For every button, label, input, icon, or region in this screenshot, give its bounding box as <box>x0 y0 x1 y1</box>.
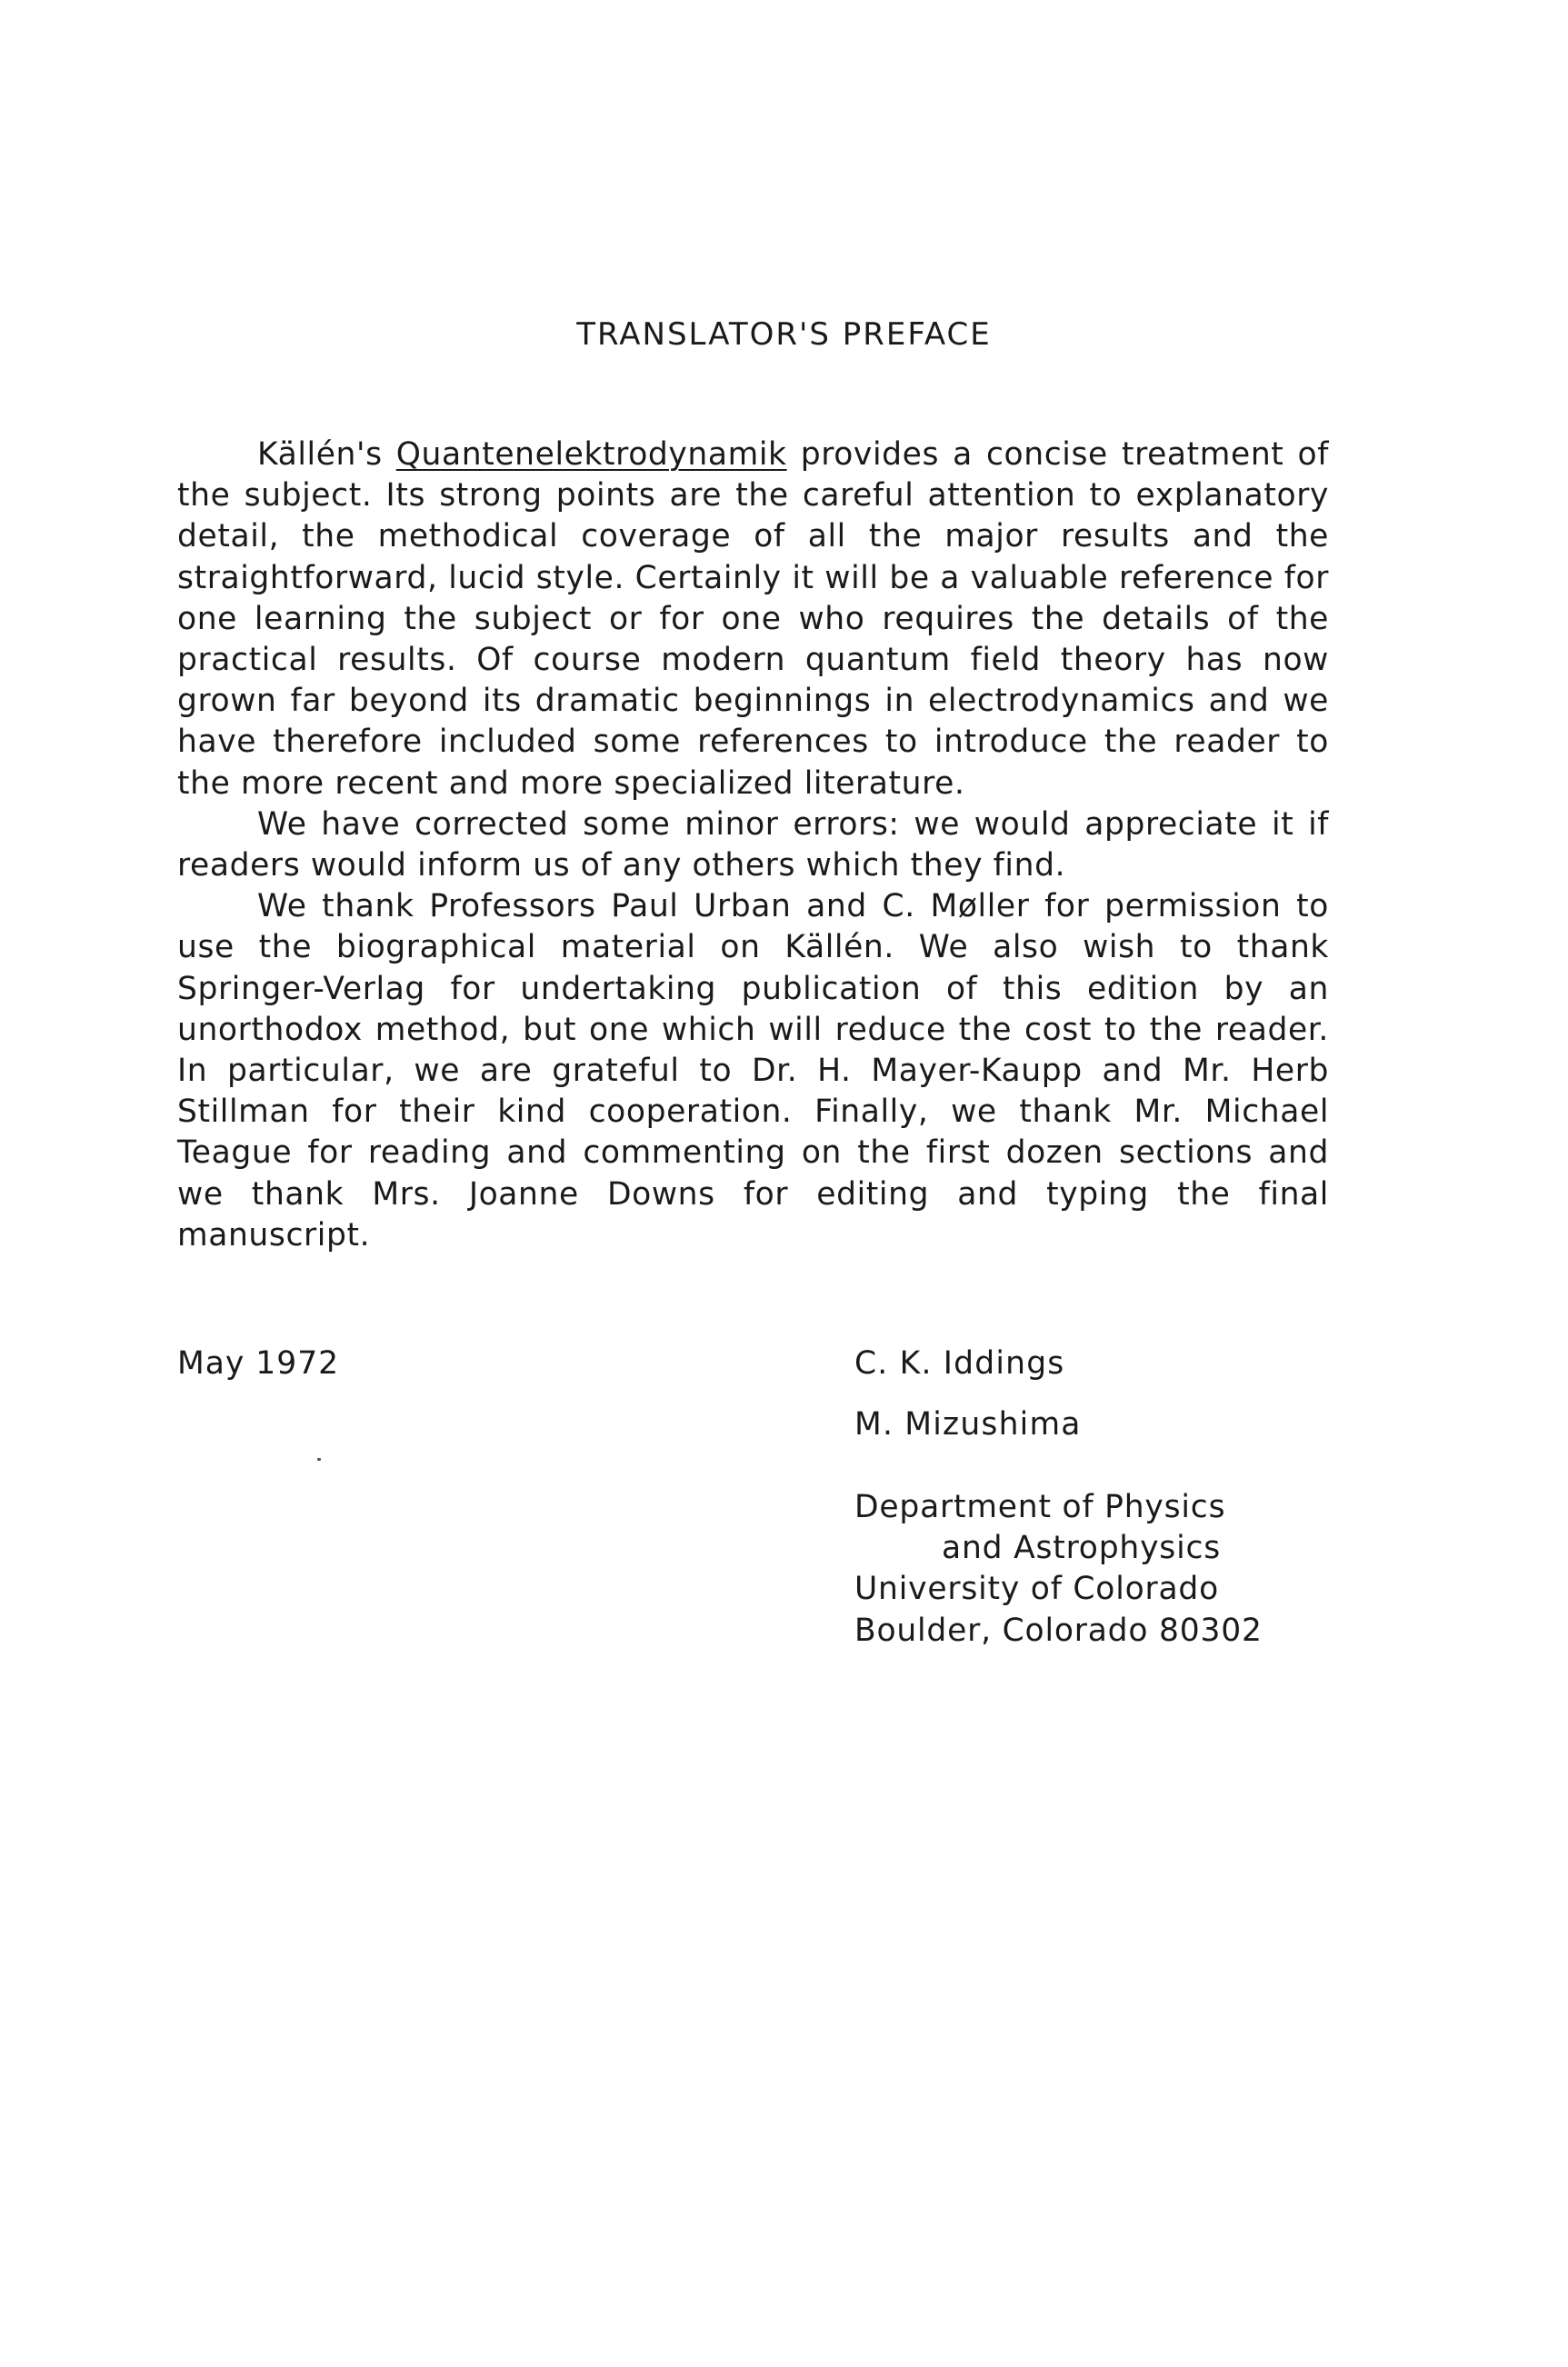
page-title: TRANSLATOR'S PREFACE <box>576 316 992 353</box>
address-line-department-cont: and Astrophysics <box>942 1530 1221 1567</box>
affiliation-address <box>854 1487 1263 1652</box>
book-title: Quantenelektrodynamik <box>395 436 787 473</box>
author-name: Källén's <box>257 436 383 473</box>
scan-speck <box>317 1458 321 1461</box>
address-line-department: Department of Physics <box>854 1489 1226 1525</box>
address-line-city: Boulder, Colorado 80302 <box>854 1612 1263 1649</box>
preface-paragraph-1-text: provides a concise treatment of the subject. Its strong points are the careful attention to explanatory detail, the methodical coverage of all the major results and the straightforward, lucid style. Certainly it will be a valuable reference for one learning the subject or for one who requires the details of the practical results. Of course modern quantum field theory has now grown far beyond its dramatic beginnings in electrodynamics and we have therefore included some references to introduce the reader to the more recent and more specialized literature. <box>177 436 1329 802</box>
signatory-2: M. Mizushima <box>854 1406 1082 1443</box>
preface-body <box>177 434 1329 1256</box>
address-line-university: University of Colorado <box>854 1571 1220 1608</box>
preface-paragraph-2: We have corrected some minor errors: we would appreciate it if readers would inform us of any others which they find. <box>177 805 1329 884</box>
signatory-1: C. K. Iddings <box>854 1345 1065 1382</box>
preface-paragraph-3: We thank Professors Paul Urban and C. Møller for permission to use the biographical material on Källén. We also wish to thank Springer-Verlag for undertaking publication of this edition by an unorthodox method, but one which will reduce the cost to the reader. In particular, we are grateful to Dr. H. Mayer-Kaupp and Mr. Herb Stillman for their kind cooperation. Finally, we thank Mr. Michael Teague for reading and commenting on the first dozen sections and we thank Mrs. Joanne Downs for editing and typing the final manuscript. <box>177 888 1329 1253</box>
preface-date: May 1972 <box>177 1345 340 1382</box>
preface-paragraph-1 <box>177 434 1329 804</box>
